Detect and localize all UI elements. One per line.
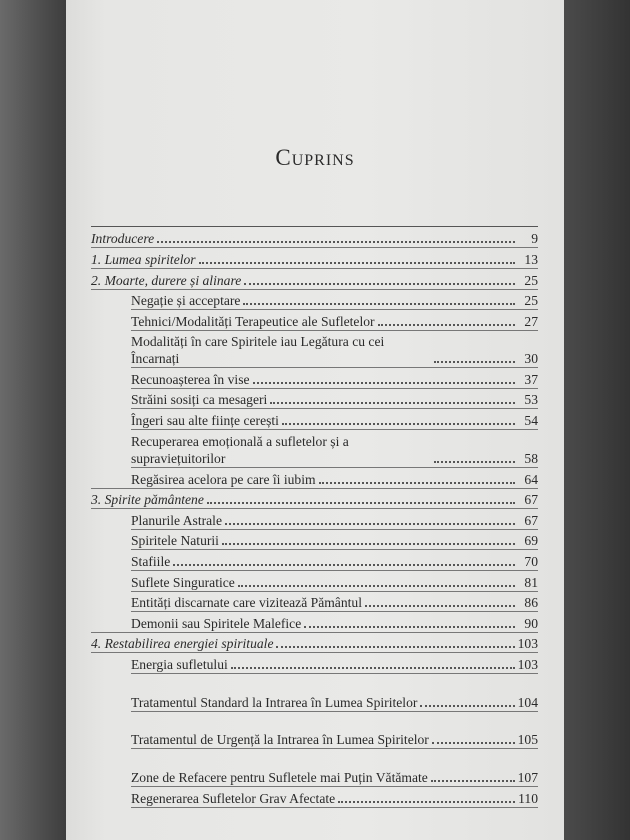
toc-entry-label: Zone de Refacere pentru Sufletele mai Puțin Vătămate	[131, 770, 428, 785]
toc-page-number: 13	[524, 252, 538, 267]
toc-entry-label: Regăsirea acelora pe care îi iubim	[131, 472, 316, 487]
right-background	[564, 0, 630, 840]
toc-entry-label: Regenerarea Sufletelor Grav Afectate	[131, 791, 336, 806]
left-background	[0, 0, 66, 840]
toc-page-number: 103	[517, 657, 538, 672]
dot-leader	[238, 585, 515, 587]
toc-page-number: 104	[517, 695, 538, 710]
dot-leader	[434, 361, 515, 363]
toc-page-number: 9	[531, 231, 538, 246]
toc-section-entry	[131, 530, 538, 549]
toc-entry-label: 3. Spirite pământene	[91, 492, 204, 507]
toc-page-number: 67	[524, 492, 538, 507]
dot-leader	[432, 742, 515, 744]
dot-leader	[231, 667, 515, 669]
toc-entry-label: Entități discarnate care vizitează Pământul	[131, 595, 362, 610]
toc-page-number: 105	[517, 732, 538, 747]
toc-section-entry	[131, 509, 538, 529]
dot-leader	[173, 564, 515, 566]
toc-entry-label: Stafiile	[131, 554, 171, 569]
toc-entry-label: 2. Moarte, durere și alinare	[91, 273, 242, 288]
toc-section-entry	[131, 571, 538, 591]
title-rule	[91, 226, 538, 227]
toc-page-number: 86	[524, 595, 538, 610]
toc-section-entry	[131, 290, 538, 309]
dot-leader	[338, 801, 515, 803]
toc-chapter-entry	[91, 633, 538, 652]
toc-entry-label: Îngeri sau alte ființe cerești	[131, 413, 279, 428]
toc-section-entry	[131, 389, 538, 408]
toc-page-number: 58	[524, 451, 538, 466]
dot-leader	[378, 324, 515, 326]
toc-chapter-entry	[91, 489, 538, 508]
dot-leader	[434, 461, 515, 463]
toc-page-number: 53	[524, 392, 538, 407]
toc-page-number: 110	[518, 791, 538, 806]
dot-leader	[222, 543, 515, 545]
dot-leader	[225, 523, 515, 525]
toc-section-entry	[131, 674, 538, 711]
toc-section-entry	[131, 310, 538, 330]
toc-entry-label: Negație și acceptare	[131, 293, 241, 308]
toc-page-number: 67	[524, 513, 538, 528]
toc-section-entry	[131, 409, 538, 429]
toc-entry-label: 1. Lumea spiritelor	[91, 252, 196, 267]
toc-entry-label: Suflete Singuratice	[131, 575, 235, 590]
dot-leader	[319, 482, 515, 484]
page-title: Cuprins	[275, 145, 355, 170]
toc-entry-label: Demonii sau Spiritele Malefice	[131, 616, 302, 631]
dot-leader	[282, 423, 515, 425]
toc-entry-label: Energia sufletului	[131, 657, 228, 672]
toc-page-number: 90	[524, 616, 538, 631]
toc-section-entry	[131, 368, 538, 388]
toc-section-entry	[131, 712, 538, 748]
dot-leader	[431, 780, 515, 782]
toc-section-entry	[131, 749, 538, 786]
dot-leader	[270, 402, 515, 404]
dot-leader	[276, 646, 514, 648]
toc-page-number: 25	[524, 293, 538, 308]
toc-chapter-entry	[91, 248, 538, 268]
toc-entry-label: Spiritele Naturii	[131, 533, 219, 548]
toc-page-number: 25	[524, 273, 538, 288]
toc-page-number: 81	[524, 575, 538, 590]
table-of-contents	[91, 228, 538, 808]
toc-entry-label: Recunoașterea în vise	[131, 372, 250, 387]
toc-section-entry	[131, 592, 538, 611]
dot-leader	[157, 241, 515, 243]
toc-page-number: 30	[524, 351, 538, 366]
dot-leader	[244, 283, 515, 285]
toc-page-number: 37	[524, 372, 538, 387]
toc-section-entry	[131, 468, 538, 488]
toc-entry-label: Introducere	[91, 231, 155, 246]
toc-page-number: 70	[524, 554, 538, 569]
toc-chapter-entry	[91, 228, 538, 247]
toc-page-number: 64	[524, 472, 538, 487]
toc-entry-label: Recuperarea emoțională a sufletelor și a supraviețuitorilor	[131, 434, 349, 466]
dot-leader	[304, 626, 515, 628]
toc-entry-label: Tratamentul Standard la Intrarea în Lumea Spiritelor	[131, 695, 418, 710]
toc-page-number: 69	[524, 533, 538, 548]
toc-entry-label: 4. Restabilirea energiei spirituale	[91, 636, 274, 651]
dot-leader	[253, 382, 515, 384]
toc-entry-label: Modalități în care Spiritele iau Legătura cu cei Încarnați	[131, 334, 385, 366]
toc-entry-label: Planurile Astrale	[131, 513, 222, 528]
dot-leader	[365, 605, 515, 607]
toc-section-entry	[131, 612, 538, 632]
dot-leader	[243, 303, 515, 305]
dot-leader	[207, 502, 515, 504]
toc-section-entry	[131, 430, 538, 467]
toc-page-number: 54	[524, 413, 538, 428]
toc-entry-label: Tehnici/Modalități Terapeutice ale Sufletelor	[131, 314, 375, 329]
dot-leader	[199, 262, 515, 264]
toc-page-number: 27	[524, 314, 538, 329]
toc-entry-label: Tratamentul de Urgență la Intrarea în Lumea Spiritelor	[131, 732, 429, 747]
toc-page-number: 107	[517, 770, 538, 785]
toc-section-entry	[131, 653, 538, 673]
entry-separator	[131, 807, 538, 808]
toc-section-entry	[131, 331, 538, 367]
toc-section-entry	[131, 787, 538, 807]
toc-page-number: 103	[517, 636, 538, 651]
book-page	[66, 0, 564, 840]
toc-section-entry	[131, 550, 538, 570]
toc-chapter-entry	[91, 269, 538, 289]
toc-entry-label: Străini sosiți ca mesageri	[131, 392, 268, 407]
dot-leader	[420, 705, 514, 707]
